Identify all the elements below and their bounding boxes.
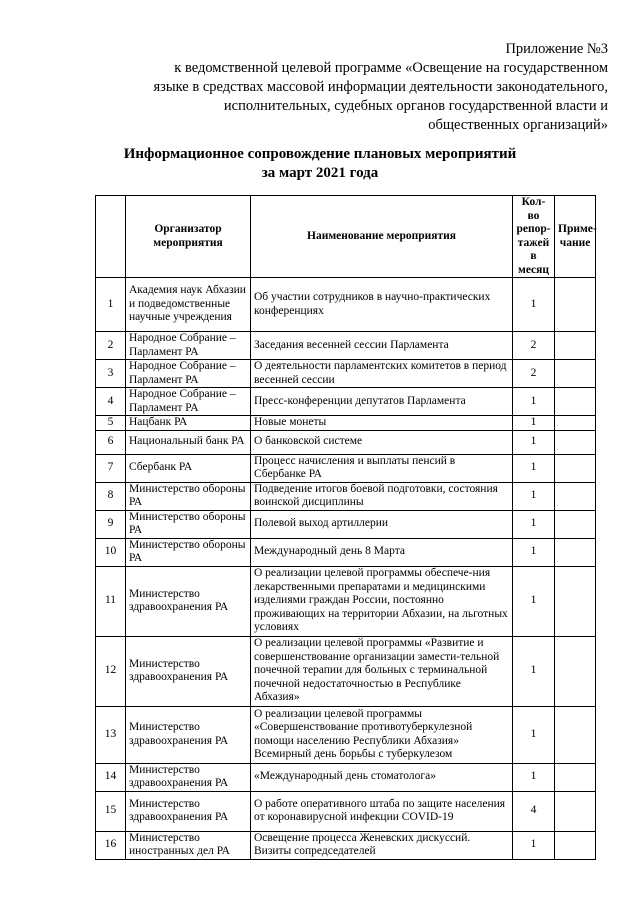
cell-count: 2 [513, 360, 555, 388]
table-row [96, 510, 596, 538]
cell-note [555, 831, 596, 859]
title-line-1: Информационное сопровождение плановых мероприятий [123, 146, 517, 162]
events-table [95, 195, 596, 860]
cell-organizer: Министерство обороны РА [126, 482, 251, 510]
cell-num: 16 [96, 831, 126, 859]
document-title [0, 145, 640, 183]
cell-event: О реализации целевой программы «Развитие и совершенствование организации замести-тельной почечной терапии для больных с терминальной почечной недостаточностью в Республике Абхазия» [251, 636, 513, 706]
cell-count: 1 [513, 510, 555, 538]
cell-event: О реализации целевой программы обеспече-ния лекарственными препаратами и медицинскими изделиями граждан России, постоянно проживающих на территории Абхазии, на льготных условиях [251, 566, 513, 636]
cell-organizer: Министерство здравоохранения РА [126, 566, 251, 636]
cell-note [555, 388, 596, 416]
cell-event: Процесс начисления и выплаты пенсий в Сбербанке РА [251, 454, 513, 482]
table-header-row [96, 196, 596, 278]
cell-organizer: Министерство здравоохранения РА [126, 706, 251, 763]
cell-event: О работе оперативного штаба по защите населения от коронавирусной инфекции COVID-19 [251, 791, 513, 831]
cell-num: 1 [96, 278, 126, 332]
cell-num: 5 [96, 416, 126, 431]
cell-organizer: Министерство здравоохранения РА [126, 636, 251, 706]
cell-count: 1 [513, 831, 555, 859]
table-body [96, 278, 596, 860]
table-row [96, 831, 596, 859]
appendix-header [88, 40, 608, 135]
cell-organizer: Академия наук Абхазии и подведомственные научные учреждения [126, 278, 251, 332]
cell-organizer: Министерство иностранных дел РА [126, 831, 251, 859]
cell-organizer: Народное Собрание – Парламент РА [126, 332, 251, 360]
cell-count: 1 [513, 763, 555, 791]
cell-count: 1 [513, 538, 555, 566]
appendix-line-2: языке в средствах массовой информации деятельности законодательного, [153, 79, 608, 95]
table-row [96, 538, 596, 566]
table-row [96, 482, 596, 510]
cell-count: 4 [513, 791, 555, 831]
cell-note [555, 278, 596, 332]
cell-count: 1 [513, 454, 555, 482]
cell-num: 4 [96, 388, 126, 416]
table-row [96, 763, 596, 791]
cell-count: 1 [513, 482, 555, 510]
cell-note [555, 482, 596, 510]
cell-note [555, 791, 596, 831]
cell-count: 1 [513, 706, 555, 763]
table-row [96, 636, 596, 706]
title-line-2: за март 2021 года [261, 165, 379, 181]
cell-count: 1 [513, 430, 555, 454]
cell-num: 6 [96, 430, 126, 454]
cell-num: 12 [96, 636, 126, 706]
cell-event: О банковской системе [251, 430, 513, 454]
table-row [96, 454, 596, 482]
appendix-number: Приложение №3 [505, 41, 608, 57]
cell-num: 15 [96, 791, 126, 831]
table-row [96, 360, 596, 388]
cell-organizer: Министерство обороны РА [126, 510, 251, 538]
table-row [96, 791, 596, 831]
cell-event: Пресс-конференции депутатов Парламента [251, 388, 513, 416]
cell-num: 8 [96, 482, 126, 510]
cell-organizer: Министерство здравоохранения РА [126, 791, 251, 831]
cell-num: 11 [96, 566, 126, 636]
appendix-line-1: к ведомственной целевой программе «Освещение на государственном [174, 60, 608, 76]
cell-count: 1 [513, 388, 555, 416]
table-row [96, 278, 596, 332]
table-row [96, 332, 596, 360]
cell-organizer: Народное Собрание – Парламент РА [126, 360, 251, 388]
table-row [96, 388, 596, 416]
appendix-line-4: общественных организаций» [428, 117, 608, 133]
cell-note [555, 566, 596, 636]
cell-count: 2 [513, 332, 555, 360]
header-event: Наименование мероприятия [251, 196, 513, 278]
cell-note [555, 360, 596, 388]
cell-num: 10 [96, 538, 126, 566]
table-row [96, 706, 596, 763]
cell-num: 14 [96, 763, 126, 791]
cell-note [555, 538, 596, 566]
cell-event: «Международный день стоматолога» [251, 763, 513, 791]
cell-event: О деятельности парламентских комитетов в период весенней сессии [251, 360, 513, 388]
cell-organizer: Министерство здравоохранения РА [126, 763, 251, 791]
header-organizer: Организатор мероприятия [126, 196, 251, 278]
cell-event: Международный день 8 Марта [251, 538, 513, 566]
table-row [96, 566, 596, 636]
cell-event: Освещение процесса Женевских дискуссий. Визиты сопредседателей [251, 831, 513, 859]
cell-note [555, 416, 596, 431]
header-count: Кол-во репор-тажей в месяц [513, 196, 555, 278]
cell-num: 13 [96, 706, 126, 763]
cell-note [555, 763, 596, 791]
header-num [96, 196, 126, 278]
cell-organizer: Народное Собрание – Парламент РА [126, 388, 251, 416]
cell-event: Подведение итогов боевой подготовки, состояния воинской дисциплины [251, 482, 513, 510]
cell-count: 1 [513, 278, 555, 332]
cell-event: Об участии сотрудников в научно-практических конференциях [251, 278, 513, 332]
cell-event: Полевой выход артиллерии [251, 510, 513, 538]
cell-organizer: Сбербанк РА [126, 454, 251, 482]
cell-organizer: Нацбанк РА [126, 416, 251, 431]
cell-count: 1 [513, 636, 555, 706]
cell-note [555, 706, 596, 763]
cell-note [555, 636, 596, 706]
cell-event: Новые монеты [251, 416, 513, 431]
cell-organizer: Министерство обороны РА [126, 538, 251, 566]
table-row [96, 416, 596, 431]
cell-num: 7 [96, 454, 126, 482]
cell-event: О реализации целевой программы «Совершенствование противотуберкулезной помощи населению Республики Абхазия» Всемирный день борьбы с туберкулезом [251, 706, 513, 763]
cell-note [555, 430, 596, 454]
appendix-line-3: исполнительных, судебных органов государственной власти и [223, 98, 608, 114]
cell-event: Заседания весенней сессии Парламента [251, 332, 513, 360]
cell-note [555, 510, 596, 538]
cell-note [555, 332, 596, 360]
header-note: Приме-чание [555, 196, 596, 278]
cell-note [555, 454, 596, 482]
table-row [96, 430, 596, 454]
cell-count: 1 [513, 416, 555, 431]
cell-count: 1 [513, 566, 555, 636]
cell-num: 9 [96, 510, 126, 538]
cell-num: 3 [96, 360, 126, 388]
cell-num: 2 [96, 332, 126, 360]
cell-organizer: Национальный банк РА [126, 430, 251, 454]
